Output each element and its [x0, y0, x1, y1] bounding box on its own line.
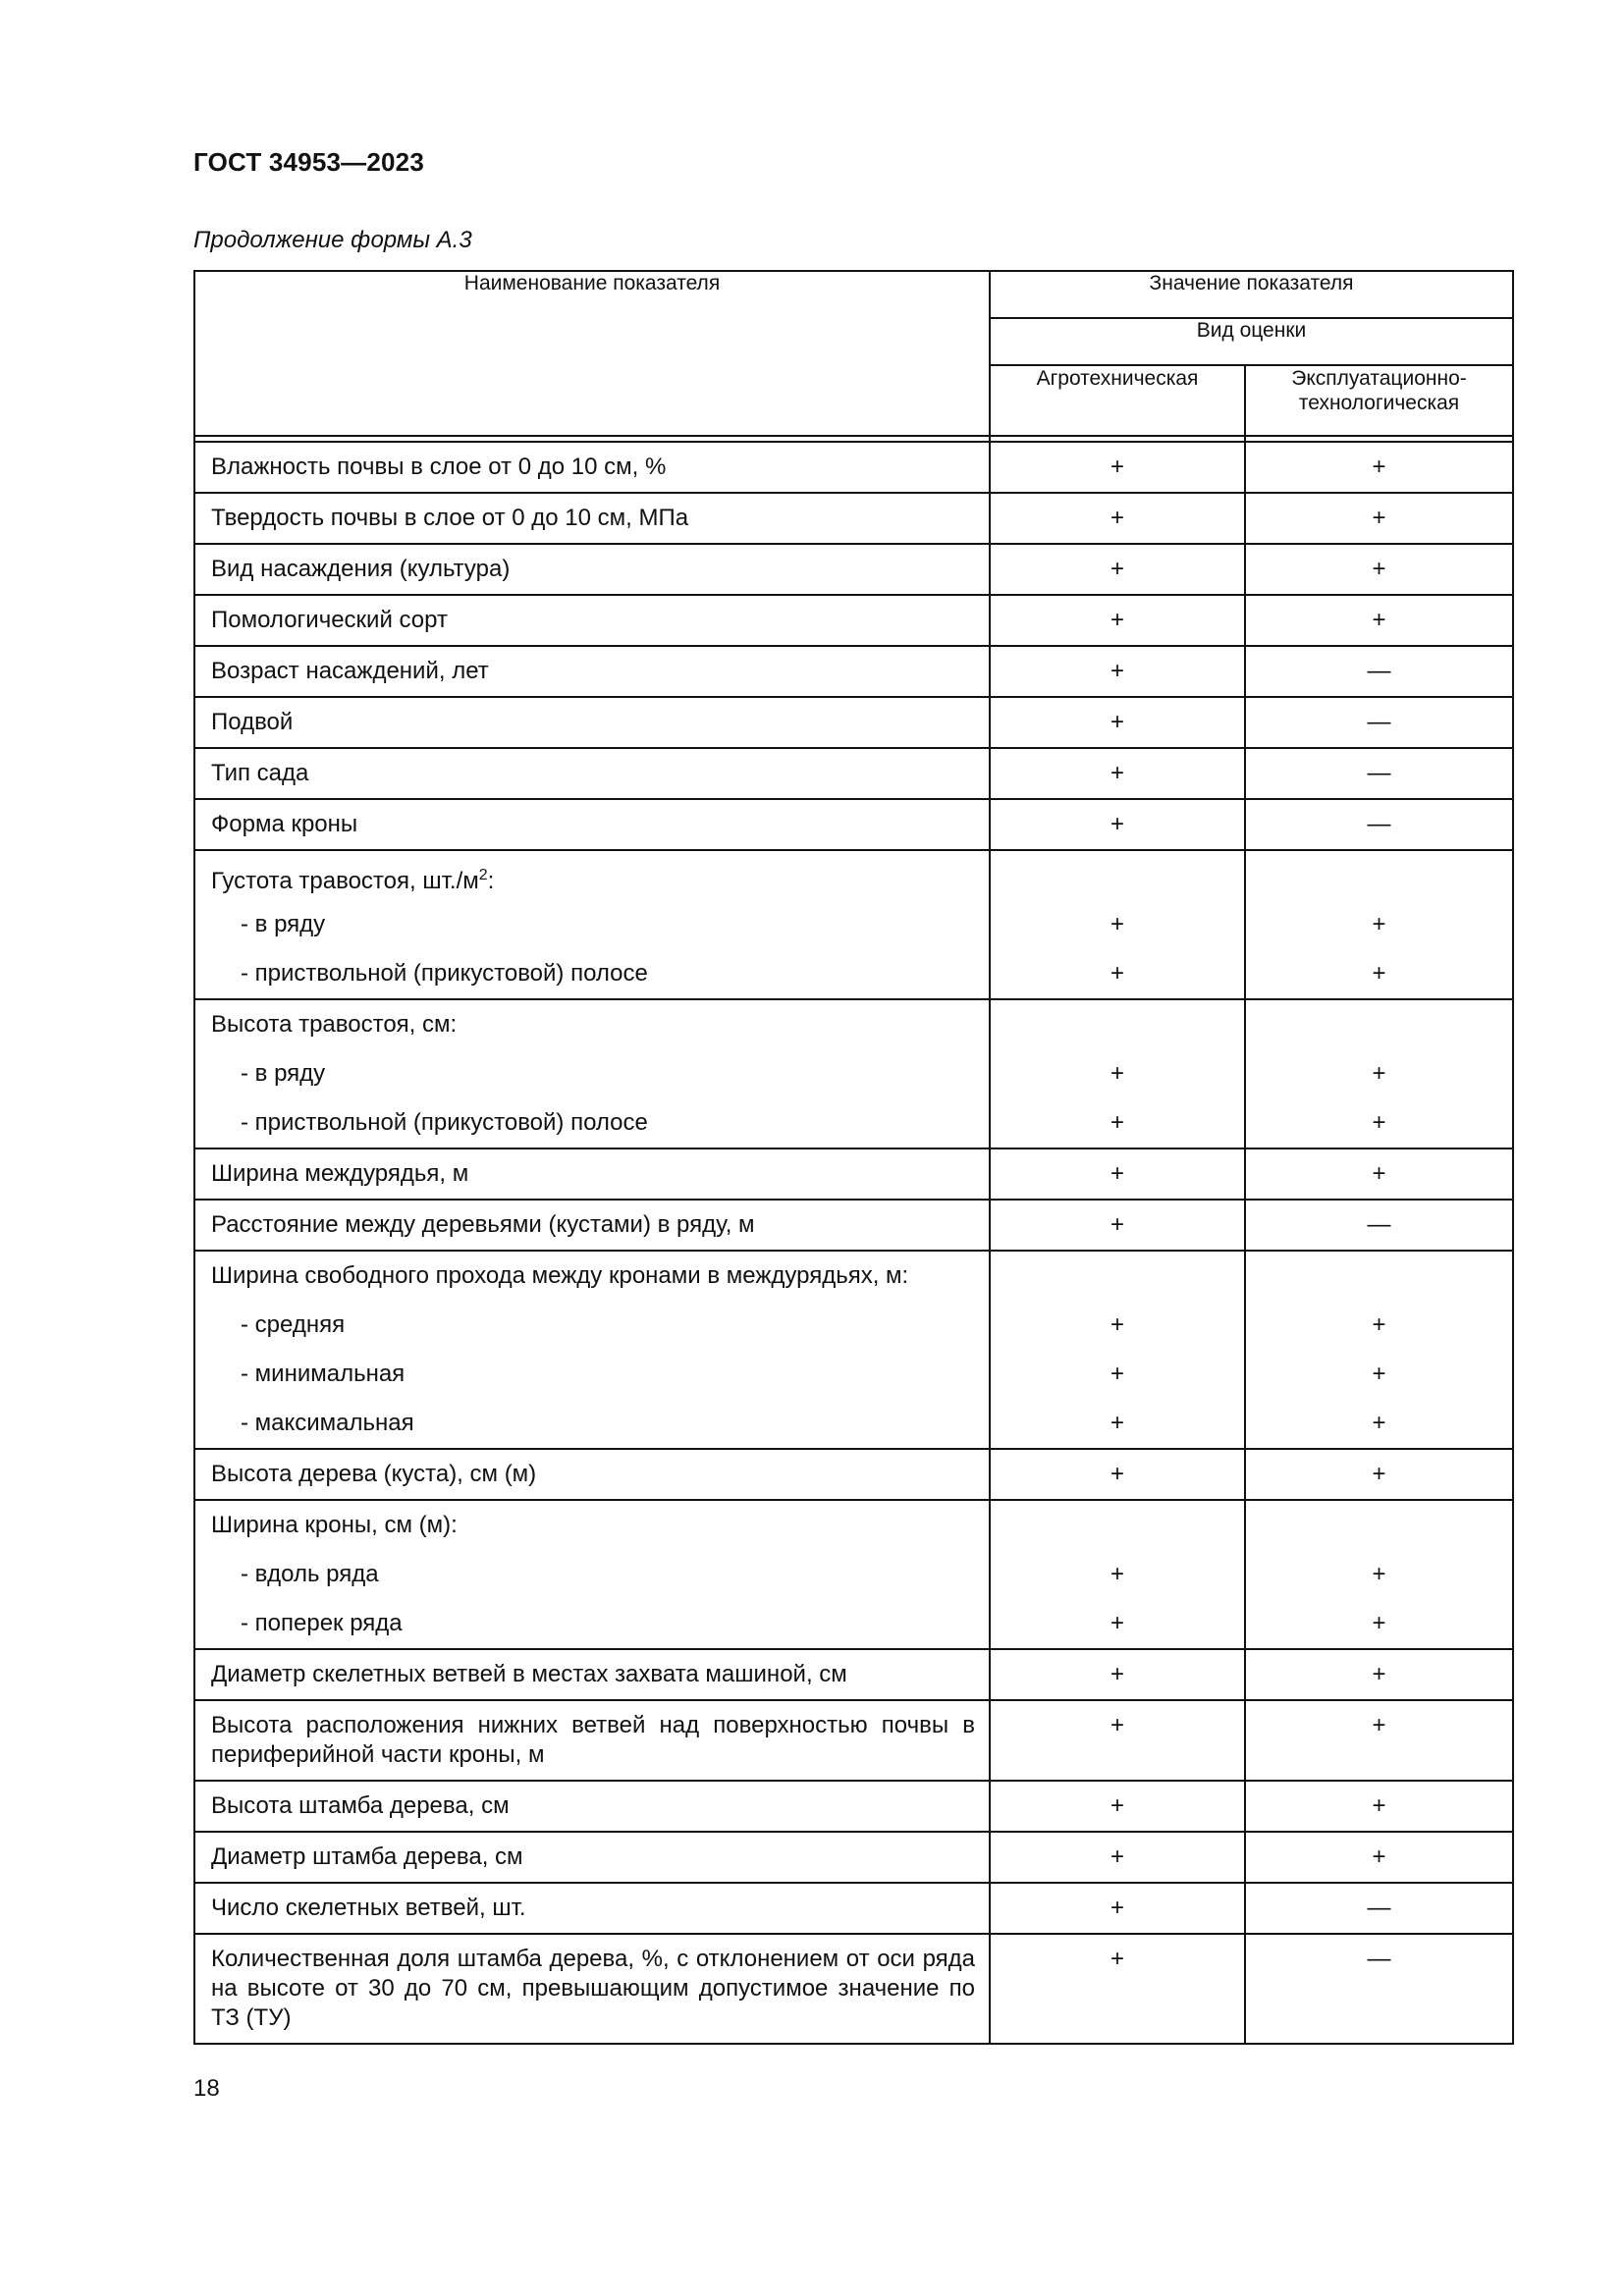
row-agro-cell	[990, 646, 1245, 697]
sub-item-name: - в ряду	[241, 911, 326, 937]
spacer	[1246, 851, 1512, 900]
row-expl: —	[1367, 1946, 1391, 1972]
sub-item-name: - средняя	[241, 1311, 346, 1338]
row-expl: —	[1367, 709, 1391, 735]
row-agro-cell	[990, 1934, 1245, 2044]
table-row	[194, 595, 1513, 646]
row-name-cell	[194, 1649, 990, 1700]
row-expl-cell	[1245, 1883, 1513, 1934]
row-name: Высота расположения нижних ветвей над поверхностью почвы в периферийной части кроны, м	[211, 1712, 975, 1768]
row-name: Количественная доля штамба дерева, %, с отклонением от оси ряда на высоте от 30 до 70 см, превышающим допустимое значение по ТЗ (ТУ)	[211, 1946, 975, 2031]
sub-item-expl: +	[1372, 1060, 1386, 1087]
table-row	[194, 1700, 1513, 1781]
row-expl-cell	[1245, 1649, 1513, 1700]
row-expl: +	[1372, 1461, 1386, 1487]
row-expl: +	[1372, 1792, 1386, 1819]
row-agro-cell	[990, 1781, 1245, 1832]
group-title	[211, 851, 975, 900]
row-name-cell	[194, 1200, 990, 1251]
row-expl: +	[1372, 1843, 1386, 1870]
row-expl-cell	[1245, 442, 1513, 493]
sub-item-expl: +	[1372, 1109, 1386, 1136]
row-expl-cell	[1245, 850, 1513, 999]
sub-item-name: - максимальная	[241, 1410, 414, 1436]
table-row	[194, 850, 1513, 999]
row-agro-cell	[990, 595, 1245, 646]
row-expl-cell	[1245, 1148, 1513, 1200]
row-agro-cell	[990, 1148, 1245, 1200]
row-name: Тип сада	[211, 760, 309, 786]
table-row	[194, 1200, 1513, 1251]
table-row	[194, 1649, 1513, 1700]
sub-item-agro: +	[1110, 1060, 1124, 1087]
row-name: Подвой	[211, 709, 294, 735]
row-expl: —	[1367, 658, 1391, 684]
table-row	[194, 1832, 1513, 1883]
sub-item-agro: +	[1110, 1561, 1124, 1587]
group-title	[211, 1501, 975, 1550]
row-name-cell	[194, 748, 990, 799]
form-caption: Продолжение формы А.3	[193, 227, 472, 253]
row-name-cell	[194, 1449, 990, 1500]
sub-item-name: - поперек ряда	[241, 1610, 403, 1636]
document-header: ГОСТ 34953—2023	[193, 147, 424, 177]
row-expl-cell	[1245, 1934, 1513, 2044]
row-agro-cell	[990, 799, 1245, 850]
spacer	[1246, 1501, 1512, 1550]
table-row	[194, 646, 1513, 697]
table-row	[194, 1148, 1513, 1200]
row-name-cell	[194, 493, 990, 544]
row-expl: —	[1367, 1895, 1391, 1921]
row-agro: +	[1110, 556, 1124, 582]
row-agro-cell	[990, 1200, 1245, 1251]
row-name: Твердость почвы в слое от 0 до 10 см, МПа	[211, 505, 689, 531]
sub-item-agro: +	[1110, 1361, 1124, 1387]
row-agro-cell	[990, 1883, 1245, 1934]
row-agro: +	[1110, 1712, 1124, 1738]
row-name-cell	[194, 1251, 990, 1449]
table-row	[194, 1934, 1513, 2044]
row-expl: —	[1367, 1211, 1391, 1238]
table-row	[194, 999, 1513, 1148]
sub-item-agro: +	[1110, 1109, 1124, 1136]
row-expl-cell	[1245, 1251, 1513, 1449]
row-agro: +	[1110, 1211, 1124, 1238]
sub-item-agro: +	[1110, 1311, 1124, 1338]
row-name-cell	[194, 999, 990, 1148]
spacer	[1246, 1000, 1512, 1049]
table-row	[194, 544, 1513, 595]
row-name: Возраст насаждений, лет	[211, 658, 489, 684]
row-name-cell	[194, 1934, 990, 2044]
sub-item-name: - в ряду	[241, 1060, 326, 1087]
row-expl-cell	[1245, 1200, 1513, 1251]
sub-item-name: - минимальная	[241, 1361, 406, 1387]
row-name: Диаметр штамба дерева, см	[211, 1843, 523, 1870]
page-number: 18	[193, 2075, 220, 2102]
row-agro: +	[1110, 1946, 1124, 1972]
row-name-cell	[194, 697, 990, 748]
row-name: Ширина междурядья, м	[211, 1160, 469, 1187]
group-title-text: Густота травостоя, шт./м	[211, 868, 479, 894]
row-name-cell	[194, 646, 990, 697]
row-expl-cell	[1245, 646, 1513, 697]
indicators-table	[193, 270, 1514, 2045]
sub-item-name: - вдоль ряда	[241, 1561, 379, 1587]
row-name-cell	[194, 1832, 990, 1883]
row-expl-cell	[1245, 1781, 1513, 1832]
row-expl-cell	[1245, 493, 1513, 544]
sub-item-agro: +	[1110, 1610, 1124, 1636]
row-name: Расстояние между деревьями (кустами) в ряду, м	[211, 1211, 755, 1238]
row-name-cell	[194, 1500, 990, 1649]
row-name-cell	[194, 799, 990, 850]
row-expl-cell	[1245, 748, 1513, 799]
row-expl-cell	[1245, 595, 1513, 646]
col-header-kind: Вид оценки	[990, 318, 1513, 365]
col-header-name: Наименование показателя	[194, 271, 990, 436]
group-title	[211, 1252, 975, 1301]
col-header-agro: Агротехническая	[990, 365, 1245, 436]
spacer	[991, 851, 1244, 900]
table-row	[194, 1449, 1513, 1500]
spacer	[991, 1000, 1244, 1049]
row-agro: +	[1110, 505, 1124, 531]
col-header-expl	[1245, 365, 1513, 436]
row-name-cell	[194, 595, 990, 646]
group-title-suffix: :	[487, 868, 495, 894]
row-agro-cell	[990, 697, 1245, 748]
row-expl-cell	[1245, 1500, 1513, 1649]
table-body	[194, 442, 1513, 2044]
row-expl-cell	[1245, 1700, 1513, 1781]
table-row	[194, 493, 1513, 544]
group-title	[211, 1000, 975, 1049]
row-agro: +	[1110, 1160, 1124, 1187]
row-expl-cell	[1245, 1449, 1513, 1500]
sub-item-expl: +	[1372, 1361, 1386, 1387]
sub-item-expl: +	[1372, 911, 1386, 937]
row-agro-cell	[990, 1832, 1245, 1883]
sub-item-name: - приствольной (прикустовой) полосе	[241, 960, 648, 987]
table-row	[194, 1781, 1513, 1832]
col-header-expl-line2: технологическая	[1298, 392, 1460, 414]
row-expl-cell	[1245, 999, 1513, 1148]
sub-item-expl: +	[1372, 1610, 1386, 1636]
row-name-cell	[194, 442, 990, 493]
row-agro-cell	[990, 850, 1245, 999]
row-expl: +	[1372, 1661, 1386, 1687]
row-agro-cell	[990, 1251, 1245, 1449]
row-agro: +	[1110, 1843, 1124, 1870]
row-name-cell	[194, 1883, 990, 1934]
table-row	[194, 799, 1513, 850]
row-expl-cell	[1245, 697, 1513, 748]
row-agro: +	[1110, 709, 1124, 735]
row-name-cell	[194, 1781, 990, 1832]
sub-item-expl: +	[1372, 1410, 1386, 1436]
row-name: Число скелетных ветвей, шт.	[211, 1895, 526, 1921]
spacer	[991, 1501, 1244, 1550]
sub-item-agro: +	[1110, 911, 1124, 937]
row-expl: +	[1372, 1712, 1386, 1738]
row-expl: +	[1372, 607, 1386, 633]
spacer	[991, 1252, 1244, 1301]
sub-item-expl: +	[1372, 960, 1386, 987]
row-expl-cell	[1245, 544, 1513, 595]
col-header-expl-line1: Эксплуатационно-	[1291, 367, 1467, 390]
row-agro: +	[1110, 811, 1124, 837]
table-row	[194, 1500, 1513, 1649]
row-expl: +	[1372, 556, 1386, 582]
row-name: Высота штамба дерева, см	[211, 1792, 510, 1819]
row-expl: —	[1367, 811, 1391, 837]
sub-item-agro: +	[1110, 960, 1124, 987]
row-name-cell	[194, 850, 990, 999]
table-head	[194, 271, 1513, 442]
table-row	[194, 1883, 1513, 1934]
group-title-text: Ширина свободного прохода между кронами в междурядьях, м:	[211, 1262, 909, 1289]
row-expl: +	[1372, 454, 1386, 480]
row-name: Влажность почвы в слое от 0 до 10 см, %	[211, 454, 667, 480]
row-agro: +	[1110, 454, 1124, 480]
row-agro-cell	[990, 442, 1245, 493]
spacer	[1246, 1252, 1512, 1301]
row-agro-cell	[990, 748, 1245, 799]
row-name: Вид насаждения (культура)	[211, 556, 511, 582]
row-agro: +	[1110, 1895, 1124, 1921]
row-agro-cell	[990, 544, 1245, 595]
table-row	[194, 697, 1513, 748]
table-row	[194, 1251, 1513, 1449]
row-expl-cell	[1245, 799, 1513, 850]
row-agro-cell	[990, 1449, 1245, 1500]
row-agro: +	[1110, 1792, 1124, 1819]
sub-item-expl: +	[1372, 1311, 1386, 1338]
row-agro-cell	[990, 1649, 1245, 1700]
col-header-value: Значение показателя	[990, 271, 1513, 318]
row-name-cell	[194, 544, 990, 595]
row-name-cell	[194, 1148, 990, 1200]
row-expl: —	[1367, 760, 1391, 786]
group-title-text: Высота травостоя, см:	[211, 1011, 458, 1038]
row-agro-cell	[990, 493, 1245, 544]
row-expl: +	[1372, 505, 1386, 531]
row-expl: +	[1372, 1160, 1386, 1187]
row-agro: +	[1110, 1461, 1124, 1487]
row-agro: +	[1110, 607, 1124, 633]
row-agro: +	[1110, 1661, 1124, 1687]
row-agro: +	[1110, 760, 1124, 786]
row-agro-cell	[990, 1500, 1245, 1649]
row-expl-cell	[1245, 1832, 1513, 1883]
row-agro: +	[1110, 658, 1124, 684]
superscript: 2	[478, 867, 488, 883]
sub-item-name: - приствольной (прикустовой) полосе	[241, 1109, 648, 1136]
row-name: Диаметр скелетных ветвей в местах захвата машиной, см	[211, 1661, 847, 1687]
row-agro-cell	[990, 1700, 1245, 1781]
sub-item-agro: +	[1110, 1410, 1124, 1436]
table-row	[194, 748, 1513, 799]
row-name: Помологический сорт	[211, 607, 448, 633]
row-name-cell	[194, 1700, 990, 1781]
row-name: Высота дерева (куста), см (м)	[211, 1461, 537, 1487]
row-agro-cell	[990, 999, 1245, 1148]
group-title-text: Ширина кроны, см (м):	[211, 1512, 458, 1538]
table-row	[194, 442, 1513, 493]
sub-item-expl: +	[1372, 1561, 1386, 1587]
row-name: Форма кроны	[211, 811, 358, 837]
